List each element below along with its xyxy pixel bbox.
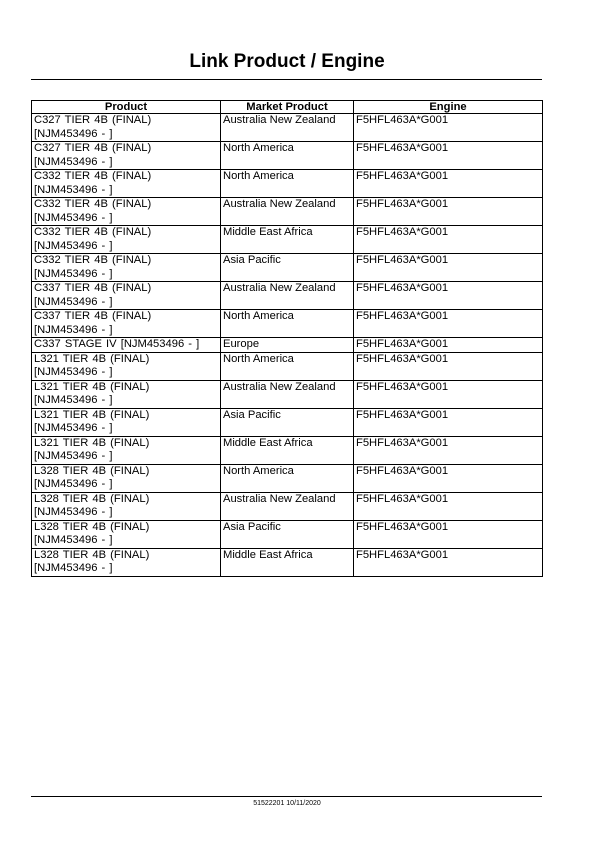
table-row [32, 226, 543, 254]
table-row [32, 436, 543, 464]
product-line: C337 TIER 4B (FINAL) [34, 282, 152, 294]
product-cell [32, 492, 221, 520]
product-line: [NJM453496 - ] [34, 295, 113, 308]
product-line: L328 TIER 4B (FINAL) [34, 464, 150, 477]
product-line: C327 TIER 4B (FINAL) [34, 142, 152, 154]
market-product-cell: Asia Pacific [221, 520, 354, 548]
product-cell [32, 436, 221, 464]
product-cell [32, 548, 221, 576]
product-cell [32, 142, 221, 170]
table-row [32, 338, 543, 353]
product-line: C337 STAGE IV [NJM453496 - ] [34, 338, 200, 350]
market-product-cell: Middle East Africa [221, 226, 354, 254]
product-line: L321 TIER 4B (FINAL) [34, 352, 150, 365]
product-cell [32, 226, 221, 254]
market-product-cell: North America [221, 142, 354, 170]
market-product-cell: North America [221, 310, 354, 338]
table-row [32, 198, 543, 226]
table-row [32, 352, 543, 380]
table-row [32, 492, 543, 520]
product-line: [NJM453496 - ] [34, 506, 113, 518]
engine-cell: F5HFL463A*G001 [354, 142, 543, 170]
product-line: C332 TIER 4B (FINAL) [34, 254, 152, 266]
engine-cell: F5HFL463A*G001 [354, 282, 543, 310]
market-product-cell: Australia New Zealand [221, 198, 354, 226]
product-line: L321 TIER 4B (FINAL) [34, 436, 150, 449]
table-row [32, 380, 543, 408]
engine-cell: F5HFL463A*G001 [354, 436, 543, 464]
table-row [32, 464, 543, 492]
product-line: L328 TIER 4B (FINAL) [34, 520, 150, 533]
product-cell [32, 338, 221, 353]
product-line: [NJM453496 - ] [34, 267, 113, 280]
market-product-cell: Asia Pacific [221, 254, 354, 282]
product-cell [32, 408, 221, 436]
product-cell [32, 352, 221, 380]
table-row [32, 520, 543, 548]
product-line: [NJM453496 - ] [34, 534, 113, 546]
engine-cell: F5HFL463A*G001 [354, 170, 543, 198]
product-line: L321 TIER 4B (FINAL) [34, 380, 150, 393]
product-line: [NJM453496 - ] [34, 450, 113, 462]
product-line: C332 TIER 4B (FINAL) [34, 198, 152, 210]
table-row [32, 310, 543, 338]
market-product-cell: Middle East Africa [221, 436, 354, 464]
table-row [32, 282, 543, 310]
page-title: Link Product / Engine [189, 51, 385, 72]
product-line: L328 TIER 4B (FINAL) [34, 548, 150, 561]
column-header-engine: Engine [354, 101, 543, 114]
product-line: [NJM453496 - ] [34, 562, 113, 574]
product-cell [32, 464, 221, 492]
table-row [32, 408, 543, 436]
engine-cell: F5HFL463A*G001 [354, 520, 543, 548]
market-product-cell: Australia New Zealand [221, 282, 354, 310]
product-cell [32, 310, 221, 338]
column-header-product: Product [32, 101, 221, 114]
engine-cell: F5HFL463A*G001 [354, 380, 543, 408]
table-body [32, 114, 543, 577]
product-line: C332 TIER 4B (FINAL) [34, 226, 152, 238]
market-product-cell: Australia New Zealand [221, 492, 354, 520]
table-header-row [32, 101, 543, 114]
table-row [32, 254, 543, 282]
engine-cell: F5HFL463A*G001 [354, 254, 543, 282]
engine-cell: F5HFL463A*G001 [354, 198, 543, 226]
product-line: [NJM453496 - ] [34, 366, 113, 378]
product-cell [32, 380, 221, 408]
market-product-cell: North America [221, 352, 354, 380]
column-header-market-product: Market Product [221, 101, 354, 114]
engine-cell: F5HFL463A*G001 [354, 352, 543, 380]
product-cell [32, 198, 221, 226]
engine-cell: F5HFL463A*G001 [354, 114, 543, 142]
engine-cell: F5HFL463A*G001 [354, 226, 543, 254]
table-row [32, 142, 543, 170]
product-line: C337 TIER 4B (FINAL) [34, 310, 152, 322]
link-product-engine-table [31, 100, 543, 577]
product-line: [NJM453496 - ] [34, 155, 113, 168]
table-row [32, 548, 543, 576]
product-line: C327 TIER 4B (FINAL) [34, 114, 152, 126]
product-line: L328 TIER 4B (FINAL) [34, 492, 150, 505]
market-product-cell: North America [221, 464, 354, 492]
product-cell [32, 170, 221, 198]
engine-cell: F5HFL463A*G001 [354, 464, 543, 492]
market-product-cell: Middle East Africa [221, 548, 354, 576]
product-line: [NJM453496 - ] [34, 422, 113, 434]
footer-document-id: 51522201 10/11/2020 [253, 800, 321, 807]
product-line: [NJM453496 - ] [34, 394, 113, 406]
product-line: [NJM453496 - ] [34, 239, 113, 252]
market-product-cell: North America [221, 170, 354, 198]
engine-cell: F5HFL463A*G001 [354, 408, 543, 436]
product-line: [NJM453496 - ] [34, 478, 113, 490]
title-divider [31, 79, 542, 80]
product-cell [32, 282, 221, 310]
engine-cell: F5HFL463A*G001 [354, 548, 543, 576]
product-cell [32, 114, 221, 142]
market-product-cell: Europe [221, 338, 354, 353]
footer-divider [31, 796, 542, 797]
product-cell [32, 254, 221, 282]
engine-cell: F5HFL463A*G001 [354, 492, 543, 520]
market-product-cell: Australia New Zealand [221, 114, 354, 142]
market-product-cell: Asia Pacific [221, 408, 354, 436]
product-cell [32, 520, 221, 548]
engine-cell: F5HFL463A*G001 [354, 310, 543, 338]
table-row [32, 170, 543, 198]
engine-cell: F5HFL463A*G001 [354, 338, 543, 353]
product-line: L321 TIER 4B (FINAL) [34, 408, 150, 421]
product-line: C332 TIER 4B (FINAL) [34, 170, 152, 182]
product-line: [NJM453496 - ] [34, 323, 113, 336]
market-product-cell: Australia New Zealand [221, 380, 354, 408]
product-line: [NJM453496 - ] [34, 183, 113, 196]
table-row [32, 114, 543, 142]
product-line: [NJM453496 - ] [34, 211, 113, 224]
product-line: [NJM453496 - ] [34, 127, 113, 140]
